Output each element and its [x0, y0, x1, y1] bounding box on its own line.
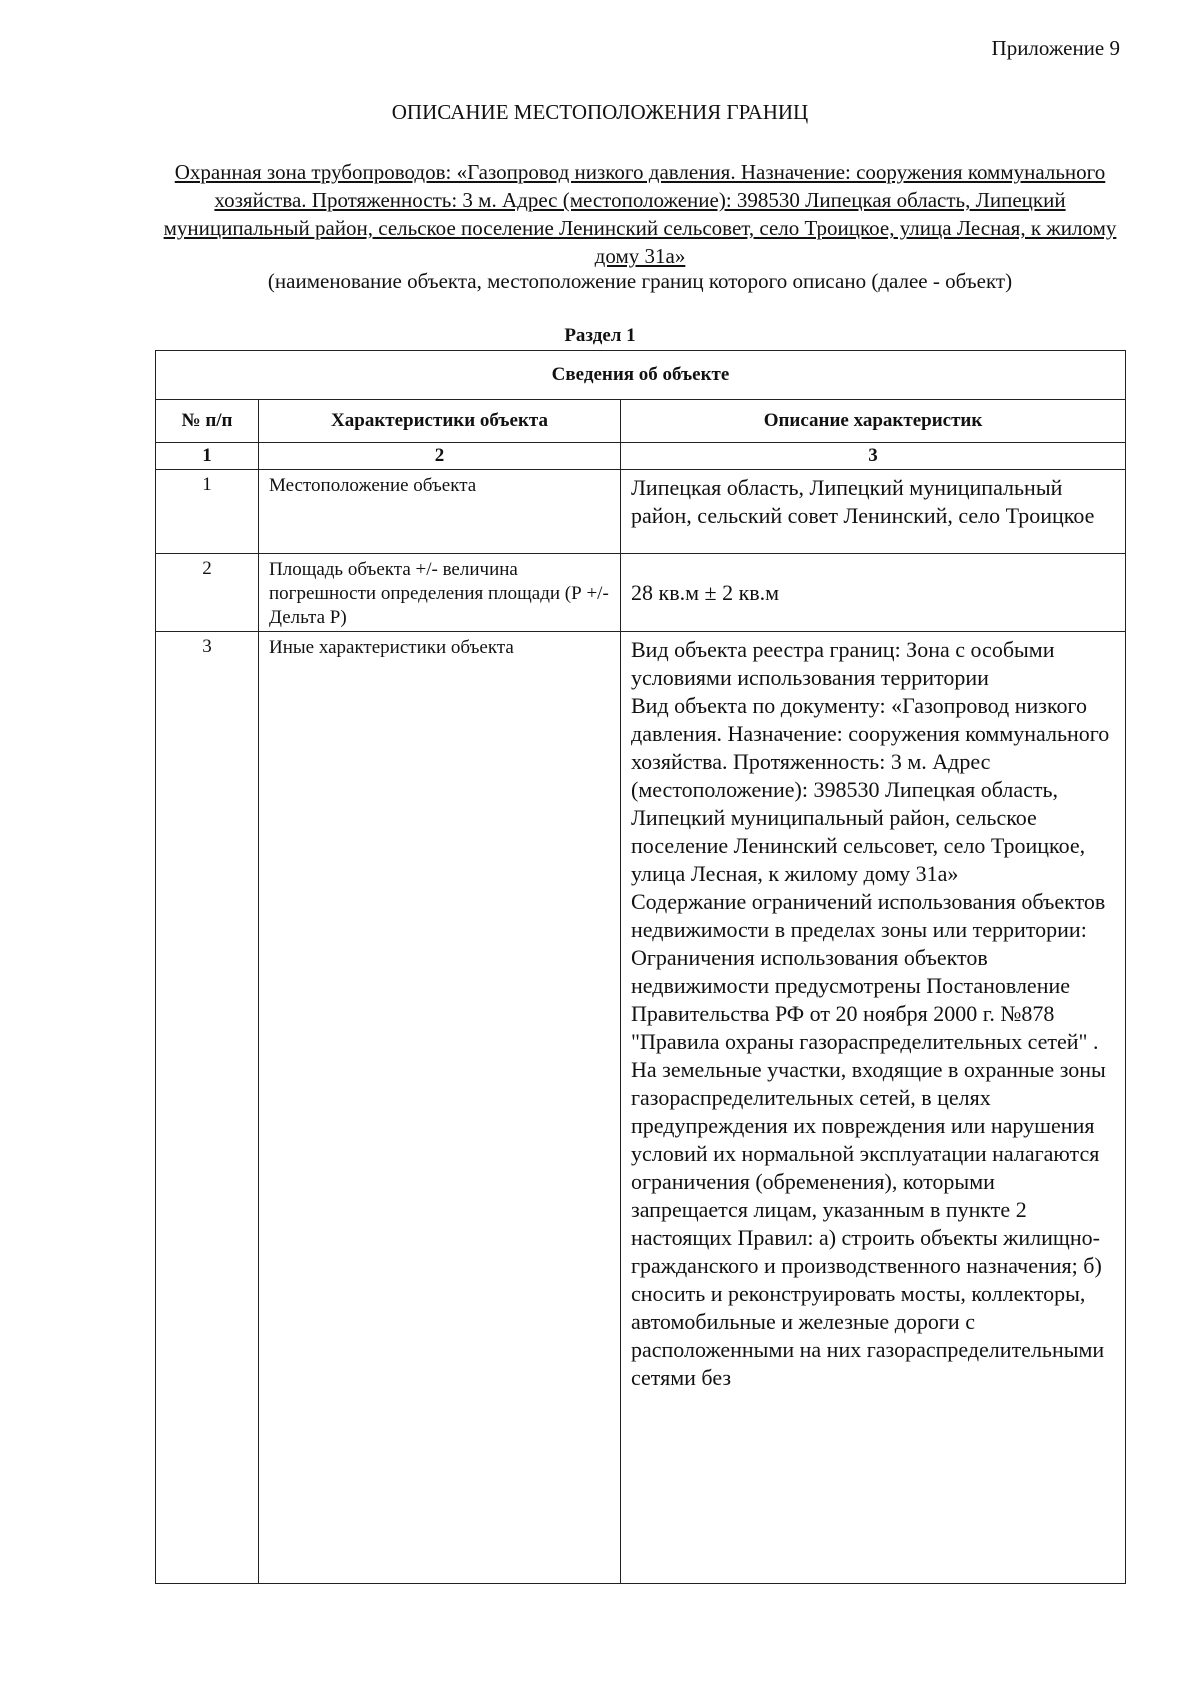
table-header-row — [156, 400, 1126, 443]
table-row — [156, 554, 1126, 632]
column-number-row — [156, 443, 1126, 470]
row-characteristic: Иные характеристики объекта — [259, 632, 621, 1584]
row-number: 3 — [156, 632, 259, 1584]
object-caption: (наименование объекта, местоположение границ которого описано (далее - объект) — [267, 269, 1013, 293]
table-caption-row — [156, 351, 1126, 400]
object-info-table — [155, 350, 1126, 1584]
section-title: Раздел 1 — [564, 325, 636, 346]
column-header-characteristic: Характеристики объекта — [259, 400, 621, 443]
row-number: 2 — [156, 554, 259, 632]
column-number: 2 — [259, 443, 621, 470]
row-number: 1 — [156, 470, 259, 554]
row-description: Вид объекта реестра границ: Зона с особыми условиями использования территории Вид объекта по документу: «Газопровод низкого давления. Назначение: сооружения коммунального хозяйства. Протяженность: 3 м. Адрес (местоположение): 398530 Липецкая область, Липецкий муниципальный район, сельское поселение Ленинский сельсовет, село Троицкое, улица Лесная, к жилому дому 31а» Содержание ограничений использования объектов недвижимости в пределах зоны или территории: Ограничения использования объектов недвижимости предусмотрены Постановление Правительства РФ от 20 ноября 2000 г. №878 "Правила охраны газораспределительных сетей" . На земельные участки, входящие в охранные зоны газораспределительных сетей, в целях предупреждения их повреждения или нарушения условий их нормальной эксплуатации налагаются ограничения (обременения), которыми запрещается лицам, указанным в пункте 2 настоящих Правил: а) строить объекты жилищно-гражданского и производственного назначения; б) сносить и реконструировать мосты, коллекторы, автомобильные и железные дороги с расположенными на них газораспределительными сетями без — [621, 632, 1126, 1584]
row-description: Липецкая область, Липецкий муниципальный район, сельский совет Ленинский, село Троицкое — [621, 470, 1126, 554]
row-characteristic: Местоположение объекта — [259, 470, 621, 554]
appendix-label: Приложение 9 — [991, 36, 1120, 60]
row-description: 28 кв.м ± 2 кв.м — [621, 554, 1126, 632]
row-characteristic: Площадь объекта +/- величина погрешности определения площади (Р +/- Дельта Р) — [259, 554, 621, 632]
table-row — [156, 470, 1126, 554]
object-name: Охранная зона трубопроводов: «Газопровод низкого давления. Назначение: сооружения коммунального хозяйства. Протяженность: 3 м. Адрес (местоположение): 398530 Липецкая область, Липецкий муниципальный район, сельское поселение Ленинский сельсовет, село Троицкое, улица Лесная, к жилому дому 31а» — [163, 160, 1117, 268]
column-number: 1 — [156, 443, 259, 470]
column-header-num: № п/п — [156, 400, 259, 443]
column-number: 3 — [621, 443, 1126, 470]
table-row — [156, 632, 1126, 1584]
column-header-description: Описание характеристик — [621, 400, 1126, 443]
document-title: ОПИСАНИЕ МЕСТОПОЛОЖЕНИЯ ГРАНИЦ — [391, 100, 809, 124]
table-caption: Сведения об объекте — [156, 351, 1126, 400]
